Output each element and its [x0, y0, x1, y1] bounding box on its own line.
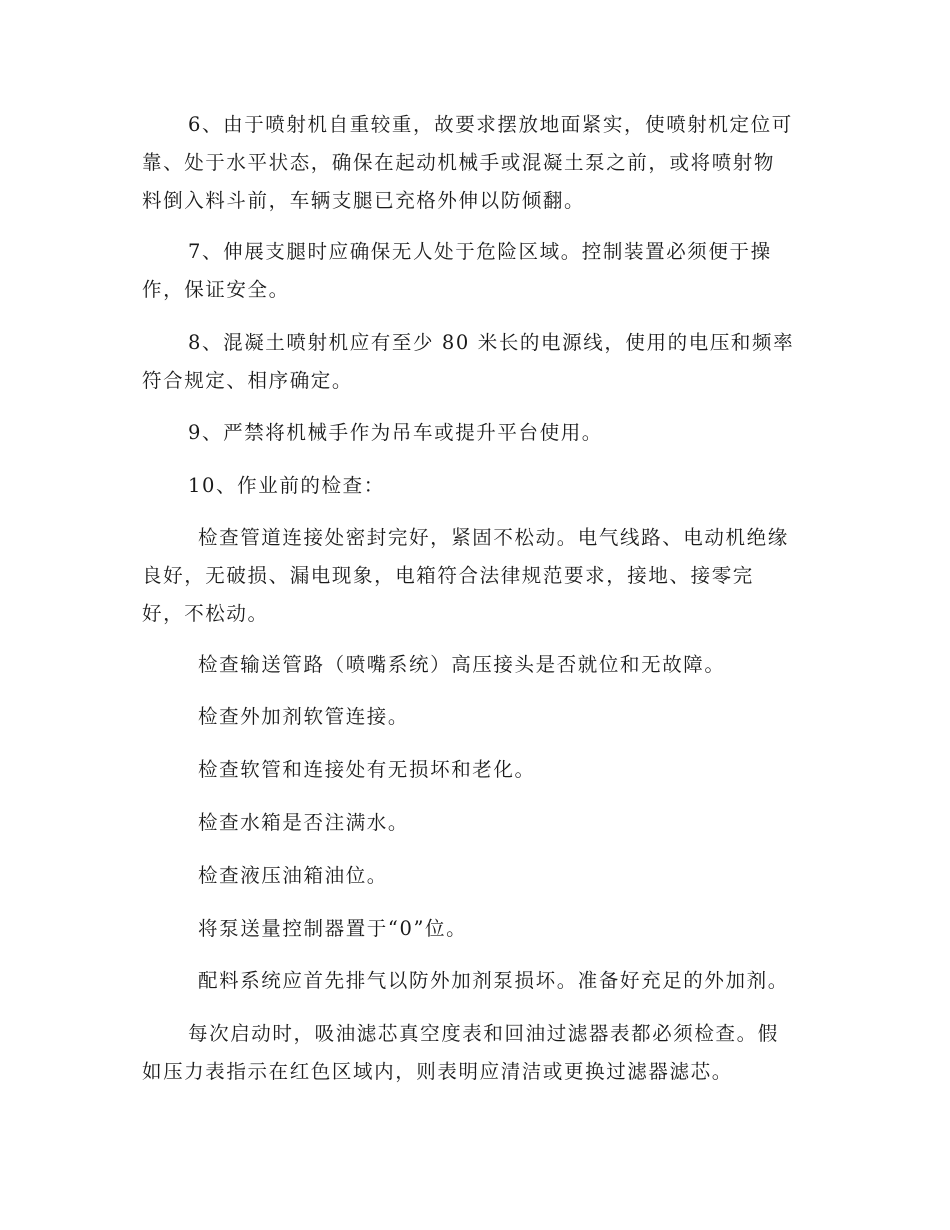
text-line: 8、混凝土喷射机应有至少 80 米长的电源线，使用的电压和频率: [188, 331, 795, 354]
check-item-hose-aging: [142, 751, 808, 789]
text-line: 6、由于喷射机自重较重，故要求摆放地面紧实，使喷射机定位可: [188, 113, 793, 136]
check-item-pump-control: [142, 910, 808, 948]
text-line: 10、作业前的检查：: [188, 474, 385, 497]
check-item-dosing-system: [142, 962, 808, 1000]
text-line: 如压力表指示在红色区域内，则表明应清洁或更换过滤器滤芯。: [142, 1060, 733, 1083]
paragraph-9: [142, 414, 808, 452]
text-line: 符合规定、相序确定。: [142, 369, 354, 392]
text-line: 好，不松动。: [142, 602, 269, 625]
paragraph-10-heading: [142, 467, 808, 505]
text-line: 检查软管和连接处有无损坏和老化。: [198, 758, 536, 781]
text-line: 检查管道连接处密封完好，紧固不松动。电气线路、电动机绝缘: [198, 526, 789, 549]
check-item-delivery-pipe: [142, 646, 808, 684]
text-line: 料倒入料斗前，车辆支腿已充格外伸以防倾翻。: [142, 189, 586, 212]
text-line: 良好，无破损、漏电现象，电箱符合法律规范要求，接地、接零完: [142, 564, 754, 587]
text-line: 将泵送量控制器置于“0”位。: [198, 917, 468, 940]
text-line: 靠、处于水平状态，确保在起动机械手或混凝土泵之前，或将喷射物: [142, 151, 776, 174]
text-line: 每次启动时，吸油滤芯真空度表和回油过滤器表都必须检查。假: [188, 1022, 779, 1045]
text-line: 检查输送管路（喷嘴系统）高压接头是否就位和无故障。: [198, 653, 726, 676]
paragraph-7: [142, 233, 808, 309]
text-line: 配料系统应首先排气以防外加剂泵损坏。准备好充足的外加剂。: [198, 969, 789, 992]
text-line: 检查液压油箱油位。: [198, 864, 388, 887]
paragraph-6: [142, 106, 808, 220]
text-line: 作，保证安全。: [142, 278, 290, 301]
text-line: 检查外加剂软管连接。: [198, 705, 410, 728]
check-item-filters: [142, 1015, 808, 1091]
check-item-water-tank: [142, 804, 808, 842]
paragraph-8: [142, 324, 808, 400]
text-line: 检查水箱是否注满水。: [198, 811, 410, 834]
check-item-additive-hose: [142, 698, 808, 736]
check-item-pipes: [142, 519, 808, 633]
check-item-hydraulic-oil: [142, 857, 808, 895]
text-line: 7、伸展支腿时应确保无人处于危险区域。控制装置必须便于操: [188, 240, 772, 263]
text-line: 9、严禁将机械手作为吊车或提升平台使用。: [188, 421, 603, 444]
